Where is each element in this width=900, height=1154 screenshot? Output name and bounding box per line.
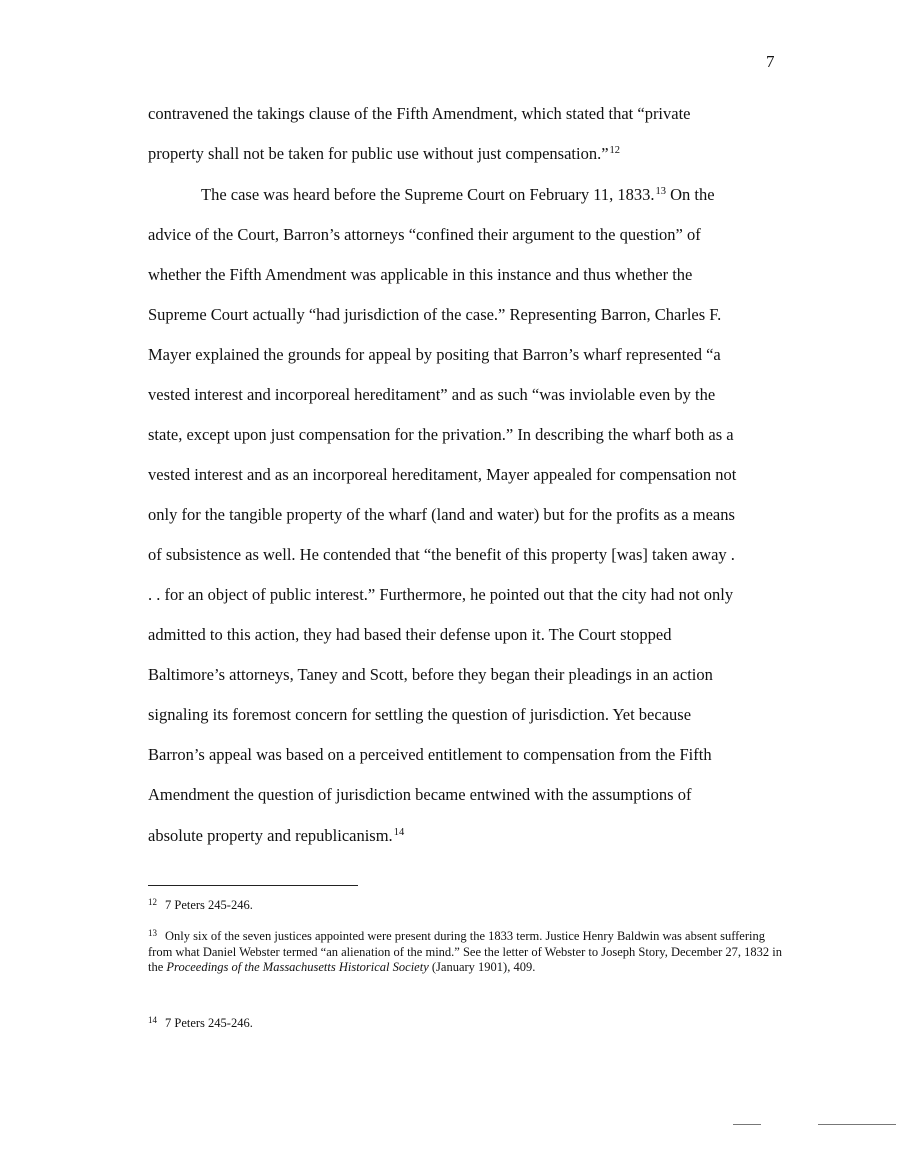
body-line: whether the Fifth Amendment was applicable in this instance and thus whether the [148,265,693,284]
body-line: signaling its foremost concern for settling the question of jurisdiction. Yet because [148,705,692,724]
scan-artifact [733,1124,761,1125]
body-line: Mayer explained the grounds for appeal by positing that Barron’s wharf represented “a [148,345,721,364]
body-line: vested interest and as an incorporeal hereditament, Mayer appealed for compensation not [148,465,737,484]
body-line: Amendment the question of jurisdiction became entwined with the assumptions of [148,785,692,804]
footnote-number: 14 [148,1015,157,1025]
footnote-number: 13 [148,928,157,938]
footnote-ref: 14 [393,827,405,838]
body-line: vested interest and incorporeal hereditament” and as such “was inviolable even by the [148,385,716,404]
body-line: property shall not be taken for public use without just compensation.”$^{12}$ [148,144,621,163]
footnote-ref: 12 [609,145,621,156]
body-line: The case was heard before the Supreme Court on February 11, 1833.13 On the [201,185,715,204]
page-number: 7 [766,52,775,71]
footnote-12: $^{12}$ 7 Peters 245-246. [148,897,253,912]
body-line: Barron’s appeal was based on a perceived entitlement to compensation from the Fifth [148,745,712,764]
body-line: contravened the takings clause of the Fifth Amendment, which stated that “private [148,104,691,123]
footnote-number: 12 [148,897,157,907]
footnote-13: $^{13}$ Only six of the seven justices appointed were present during the 1833 term. Justice Henry Baldwin was absent suffering from what Daniel Webster termed “an alienation of the mind.” See the letter of Webster to Joseph Story, December 27, 1832 in the Proceedings of the Massachusetts Historical Society (January 1901), 409. [148,928,783,974]
footnote-separator [148,885,358,886]
body-line: . . for an object of public interest.” Furthermore, he pointed out that the city had not only [148,585,734,604]
body-line: only for the tangible property of the wharf (land and water) but for the profits as a means [148,505,735,524]
body-line: state, except upon just compensation for the privation.” In describing the wharf both as a [148,425,734,444]
footnote-14: $^{14}$ 7 Peters 245-246. [148,1015,253,1030]
body-line: advice of the Court, Barron’s attorneys “confined their argument to the question” of [148,225,701,244]
body-line: absolute property and republicanism.$^{14}$ [148,826,405,845]
body-line: Baltimore’s attorneys, Taney and Scott, before they began their pleadings in an action [148,665,713,684]
footnote-ref: 13 [655,186,666,197]
scan-artifact [818,1124,896,1125]
body-line: admitted to this action, they had based their defense upon it. The Court stopped [148,625,672,644]
body-line: of subsistence as well. He contended that “the benefit of this property [was] taken away . [148,545,735,564]
body-line: Supreme Court actually “had jurisdiction of the case.” Representing Barron, Charles F. [148,305,722,324]
journal-title: Proceedings of the Massachusetts Historical Society [166,960,429,974]
